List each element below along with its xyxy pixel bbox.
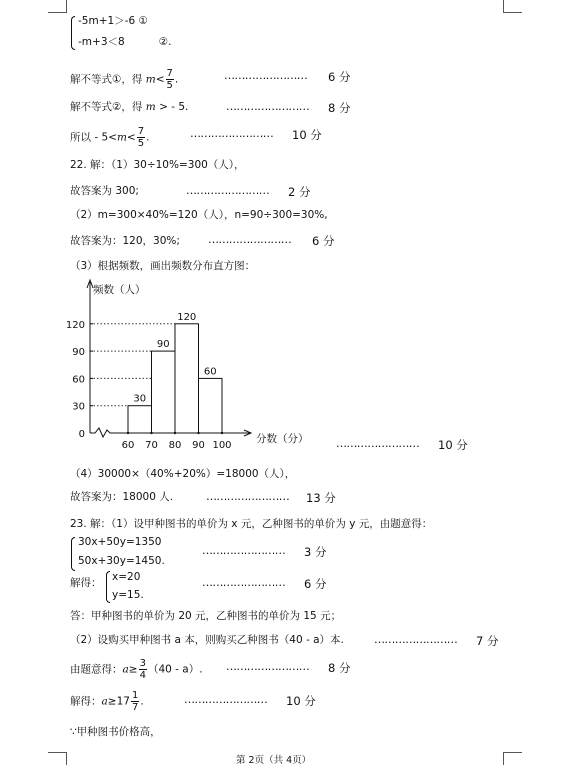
score: 10 分 (292, 128, 322, 142)
y-tick-label: 0 (78, 429, 85, 440)
inequality-solution: 解得：a≥17 $\frac{1}{7}$ . (70, 690, 144, 713)
dot-leader: …………………… (206, 490, 290, 503)
histogram (0, 270, 571, 460)
y-tick-label: 90 (72, 347, 85, 359)
question-22-part-4: （4）30000×（40%+20%）=18000（人）， (70, 468, 296, 480)
bar-value-label: 120 (177, 311, 197, 323)
histogram-bar (199, 378, 223, 433)
histogram-x-axis-label: 分数（分） (256, 433, 309, 445)
solution-x: x=20 (112, 571, 141, 583)
answer-23-1: 答：甲种图书的单价为 20 元，乙种图书的单价为 15 元； (70, 610, 342, 622)
y-tick-label: 30 (72, 401, 85, 413)
x-tick-label: 70 (145, 440, 158, 451)
solution-range: 所以 - 5<m< $\frac{7}{5}$ . (70, 126, 150, 149)
reasoning-line: ∵甲种图书价格高， (70, 726, 161, 738)
histogram-y-axis-label: 频数（人） (93, 284, 146, 296)
x-tick (150, 432, 152, 434)
equation-2: 50x+30y=1450. (78, 555, 165, 567)
question-22-part-3: （3）根据频数，画出频数分布直方图： (70, 260, 256, 272)
solve-ineq-1: 解不等式①，得 m< $\frac{7}{5}$ . (70, 68, 179, 91)
brace (106, 571, 110, 603)
question-22-heading: 22. 解：（1）30÷10%=300（人）， (70, 159, 245, 171)
y-tick-label: 120 (65, 319, 85, 331)
x-tick-label: 90 (192, 440, 205, 451)
corner-mark (48, 752, 67, 765)
x-tick-label: 80 (168, 440, 182, 451)
score: 6 分 (312, 234, 335, 248)
x-tick (127, 432, 129, 434)
dot-leader: …………………… (224, 69, 308, 82)
histogram-bar (128, 406, 152, 433)
solve-ineq-2: 解不等式②，得 m > - 5. (70, 101, 189, 113)
x-tick-label: 60 (121, 440, 135, 451)
histogram-bar (152, 351, 176, 433)
dot-leader: …………………… (208, 233, 292, 246)
page-footer: 第 2页（共 4页） (236, 755, 312, 766)
dot-leader: …………………… (202, 544, 286, 557)
score: 10 分 (438, 438, 468, 452)
dot-leader: …………………… (186, 184, 270, 197)
dot-leader: …………………… (374, 633, 458, 646)
bar-value-label: 60 (203, 366, 217, 378)
x-tick (197, 432, 199, 434)
equation-1: 30x+50y=1350 (78, 536, 162, 548)
dot-leader: …………………… (226, 100, 310, 113)
x-tick (174, 432, 176, 434)
score: 3 分 (304, 545, 327, 559)
y-tick-label: 60 (72, 374, 85, 386)
solution-label: 解得： (70, 577, 102, 589)
score: 6 分 (304, 577, 327, 591)
dot-leader: …………………… (184, 693, 268, 706)
inequality-setup: 由题意得：a≥ $\frac{3}{4}$ （40 - a）. (70, 658, 203, 681)
score: 13 分 (306, 491, 336, 505)
question-23-part-2: （2）设购买甲种图书 a 本，则购买乙种图书（40 - a）本. (70, 634, 344, 646)
bar-value-label: 30 (133, 393, 147, 405)
corner-mark (503, 0, 522, 13)
dot-leader: …………………… (202, 576, 286, 589)
score: 10 分 (286, 694, 316, 708)
answer-22-4: 故答案为：18000 人. (70, 491, 174, 503)
system-line-2: -m+3＜8 ②. (78, 36, 172, 48)
dot-leader: …………………… (190, 127, 274, 140)
score: 7 分 (476, 634, 499, 648)
solution-y: y=15. (112, 589, 144, 601)
bar-value-label: 90 (156, 339, 170, 351)
x-tick-label: 100 (212, 440, 232, 451)
brace (71, 16, 75, 50)
score: 6 分 (328, 70, 351, 84)
answer-22-1: 故答案为 300; (70, 185, 139, 197)
dot-leader: …………………… (226, 660, 310, 673)
x-tick (221, 432, 223, 434)
answer-22-2: 故答案为：120，30%; (70, 235, 180, 247)
score: 8 分 (328, 101, 351, 115)
dot-leader: …………………… (336, 437, 420, 450)
brace (71, 537, 75, 571)
question-22-part-2: （2）m=300×40%=120（人），n=90÷300=30%, (70, 209, 328, 221)
corner-mark (48, 0, 67, 13)
score: 2 分 (288, 185, 311, 199)
histogram-bar (175, 324, 199, 433)
score: 8 分 (328, 661, 351, 675)
system-line-1: -5m+1＞-6 ① (78, 15, 148, 27)
question-23-heading: 23. 解：（1）设甲种图书的单价为 x 元，乙种图书的单价为 y 元，由题意得： (70, 518, 433, 530)
corner-mark (503, 752, 522, 765)
